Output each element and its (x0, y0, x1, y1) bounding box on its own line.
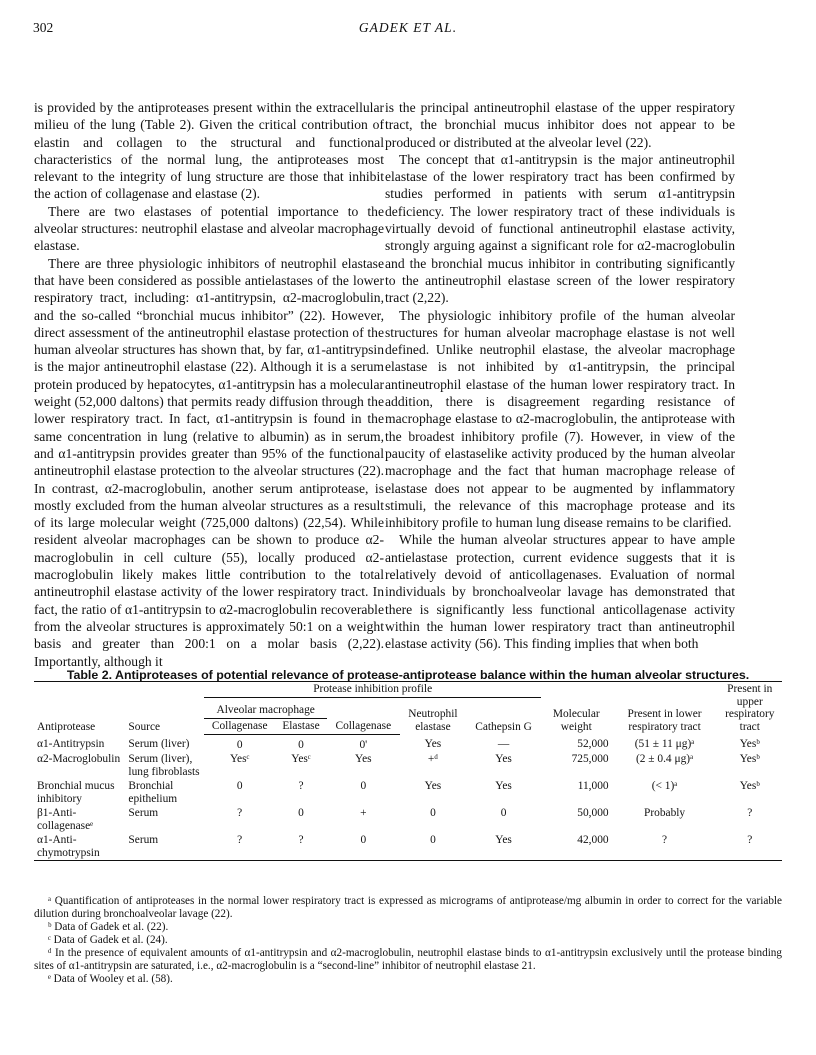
table-cell-lower-tract: (51 ± 11 μg)ᵃ (634, 738, 695, 750)
header-molecular-weight: Molecular weight (541, 682, 612, 735)
table-cell-collagenase2: Yes (355, 753, 372, 765)
footnote: ᵉ Data of Wooley et al. (58). (48, 973, 173, 985)
header-protease-inhibition-profile: Protease inhibition profile (204, 682, 541, 698)
table-cell-lower-tract: (2 ± 0.4 μg)ᵃ (635, 753, 694, 765)
table-cell-neutrophil-elastase: 0 (430, 807, 436, 819)
antiprotease-table (34, 681, 782, 861)
table-row (34, 833, 782, 861)
table-cell-source: Bronchial epithelium (128, 780, 178, 805)
table-cell-upper-tract: ? (718, 833, 782, 861)
running-head: GADEK ET AL. (358, 20, 458, 35)
table-cell-collagenase1: Yesᶜ (229, 753, 250, 765)
table-cell-molecular-weight: 52,000 (577, 738, 609, 750)
table-cell-elastase: ? (275, 833, 327, 861)
table-row (34, 752, 782, 779)
header-upper-tract: Present in upper respiratory tract (718, 682, 782, 735)
left-paragraph-1: is provided by the antiproteases present within the extracellular milieu of the lung (Table 2). Given the critical contribution of elastin and collagen to the structural and functional characteristics of the normal lung, the antiproteases most relevant to the integrity of lung structure are those that inhibit the action of collagenase and elastase (2). (34, 100, 384, 202)
right-paragraph-2: The concept that α1-antitrypsin is the major antineutrophil elastase of the lower respiratory tract has been confirmed by studies performed in patients with serum α1-antitrypsin deficiency. The lower respiratory tract of these individuals is virtually devoid of functional antineutrophil elastase activity, strongly arguing against a significant role for α2-macroglobulin and the bronchial mucus inhibitor in contributing significantly to the antineutrophil elastase screen of the lower respiratory tract (2,22). (385, 151, 735, 306)
left-paragraph-3: There are three physiologic inhibitors of neutrophil elastase that have been considered as possible antielastases of the lower respiratory tract, including: α1-antitrypsin, α2-macroglobulin, and the so-called “bronchial mucus inhibitor” (22). However, direct assessment of the antineutrophil elastase protection of the human alveolar structures has shown that, by far, α1-antitrypsin is the major antineutrophil elastase (22). Although it is a serum protein produced by hepatocytes, α1-antitrypsin has a molecular weight (52,000 daltons) that permits ready diffusion through the lower respiratory tract. In fact, α1-antitrypsin is found in the same concentration in lung (relative to albumin) as in serum, and α1-antitrypsin provides greater than 95% of the functional antineutrophil elastase protection to the alveolar structures (22). In contrast, α2-macroglobulin, another serum antiprotease, is mostly excluded from the human alveolar structures as a result of its large molecular weight (725,000 daltons) (22,54). While resident alveolar macrophages can be shown to produce α2-macroglobulin in cell culture (55), locally produced α2-macroglobulin likely makes little contribution to the total antineutrophil elastase activity of the lower respiratory tract. In fact, the ratio of α1-antitrypsin to α2-macroglobulin recoverable from the alveolar structures is approximately 50:1 on a weight basis and greater than 200:1 on a molar basis (2,22). Importantly, although it (34, 255, 384, 669)
table-cell-collagenase2: 0 (360, 780, 367, 792)
table-cell-cathepsin-g: Yes (495, 780, 512, 792)
table-cell-antiprotease: β1-Anti-collagenaseᵉ (37, 807, 94, 832)
table-cell-antiprotease: Bronchial mucus inhibitory (37, 780, 115, 805)
table-cell-collagenase2: 0 (327, 833, 400, 861)
table-row (34, 779, 782, 806)
table-cell-molecular-weight: 42,000 (541, 833, 612, 861)
table-cell-neutrophil-elastase: Yes (424, 738, 442, 750)
header-cathepsin-g: Cathepsin G (475, 720, 532, 733)
footnote: ᵃ Quantification of antiproteases in the normal lower respiratory tract is expressed as micrograms of antiprotease/mg albumin in order to correct for the variable dilution during bronchoalveolar lavage (22). (34, 895, 782, 920)
header-elastase-macrophage: Elastase (275, 719, 327, 735)
footnote: ᶜ Data of Gadek et al. (24). (48, 934, 168, 946)
table-row (34, 806, 782, 833)
table-cell-cathepsin-g: — (497, 738, 510, 750)
table-cell-lower-tract: Probably (644, 807, 686, 819)
table-cell-cathepsin-g: Yes (495, 753, 512, 765)
table-body (34, 734, 782, 861)
table-cell-upper-tract: Yesᵇ (739, 780, 760, 792)
header-collagenase: Collagenase (327, 719, 400, 735)
table-cell-collagenase1: 0 (236, 780, 243, 792)
table-cell-cathepsin-g: Yes (466, 833, 541, 861)
footnote: ᵇ Data of Gadek et al. (22). (48, 921, 169, 933)
right-paragraph-1: is the principal antineutrophil elastase of the upper respiratory tract, the bronchial mucus inhibitor does not appear to be produced or distributed at the alveolar level (22). (385, 100, 735, 150)
table-cell-upper-tract: Yesᵇ (739, 738, 760, 750)
table-cell-molecular-weight: 725,000 (571, 753, 609, 765)
header-antiprotease: Antiprotease (34, 682, 125, 735)
table-cell-elastase: Yesᶜ (291, 753, 311, 765)
table-cell-collagenase1: 0 (236, 738, 243, 751)
left-paragraph-2: There are two elastases of potential importance to the alveolar structures: neutrophil elastase and alveolar macrophage elastase. (34, 203, 384, 254)
table-cell-lower-tract: (< 1)ᵃ (651, 780, 678, 792)
table-cell-source: Serum (125, 833, 204, 861)
table-cell-collagenase1: ? (237, 807, 243, 819)
table-cell-upper-tract: Yesᵇ (739, 753, 760, 765)
table-cell-molecular-weight: 50,000 (577, 807, 609, 819)
table-cell-upper-tract: ? (747, 807, 753, 819)
header-alveolar-macrophage: Alveolar macrophage (204, 697, 327, 719)
table-cell-source: Serum (liver), lung fibroblasts (128, 753, 200, 778)
table-cell-lower-tract: ? (612, 833, 718, 861)
table-cell-source: Serum (liver) (128, 738, 190, 750)
table-caption: Table 2. Antiproteases of potential relevance of protease-antiprotease balance within the human alveolar structures. (66, 668, 750, 682)
right-column (385, 99, 735, 653)
header-neutrophil-elastase: Neutrophil elastase (408, 708, 458, 733)
table-cell-elastase: ? (298, 780, 304, 792)
table-cell-collagenase2: 0' (359, 738, 368, 751)
table-cell-neutrophil-elastase: 0 (400, 833, 466, 861)
table-cell-source: Serum (128, 807, 159, 819)
table-row (34, 734, 782, 752)
table-cell-molecular-weight: 11,000 (577, 780, 609, 792)
page-number: 302 (33, 20, 54, 35)
left-column (34, 99, 384, 670)
table-cell-collagenase2: + (360, 807, 367, 819)
table-cell-antiprotease: α2-Macroglobulin (37, 753, 121, 765)
table-cell-cathepsin-g: 0 (500, 807, 507, 819)
table-cell-elastase: 0 (298, 807, 304, 819)
footnote: ᵈ In the presence of equivalent amounts of α1-antitrypsin and α2-macroglobulin, neutrophil elastase binds to α1-antitrypsin exclusively until the protease binding sites of α1-antitrypsin are saturated, i.e., α2-macroglobulin is a “second-line” inhibitor of neutrophil elastase 21. (34, 947, 782, 972)
table-cell-antiprotease: α1-Antitrypsin (37, 738, 105, 750)
right-paragraph-3: The physiologic inhibitory profile of the human alveolar structures for human alveolar macrophage elastase is not well defined. Unlike neutrophil elastase, the alveolar macrophage elastase is not inhibited by α1-antitrypsin, the principal antineutrophil elastase of the human lower respiratory tract. In addition, there is disagreement regarding resistance of macrophage elastase to α2-macroglobulin, the antiprotease with the broadest inhibitory profile (7). However, in view of the paucity of elastaselike activity produced by the human alveolar macrophage and the fact that human macrophage release of elastase does not appear to be augmented by inflammatory stimuli, the relevance of this macrophage protease and its inhibitory profile to human lung disease remains to be clarified. (385, 307, 735, 531)
header-collagenase-macrophage: Collagenase (204, 719, 275, 735)
table-cell-neutrophil-elastase: Yes (424, 780, 442, 792)
table-cell-antiprotease: α1-Anti-chymotrypsin (34, 833, 125, 861)
header-lower-tract: Present in lower respiratory tract (612, 682, 718, 735)
table-cell-collagenase1: ? (204, 833, 275, 861)
right-paragraph-4: While the human alveolar structures appear to have ample antielastase protection, current evidence suggests that it is relatively devoid of anticollagenases. Evaluation of normal individuals by bronchoalveolar lavage has demonstrated that there is significantly less functional anticollagenase activity within the human lower respiratory tract than antineutrophil elastase activity (56). This finding implies that when both (385, 532, 735, 652)
page-header (33, 20, 783, 40)
table-cell-elastase: 0 (298, 738, 304, 751)
table-footnotes (34, 895, 782, 986)
table-cell-neutrophil-elastase: +ᵈ (427, 753, 438, 765)
header-source: Source (125, 682, 204, 735)
